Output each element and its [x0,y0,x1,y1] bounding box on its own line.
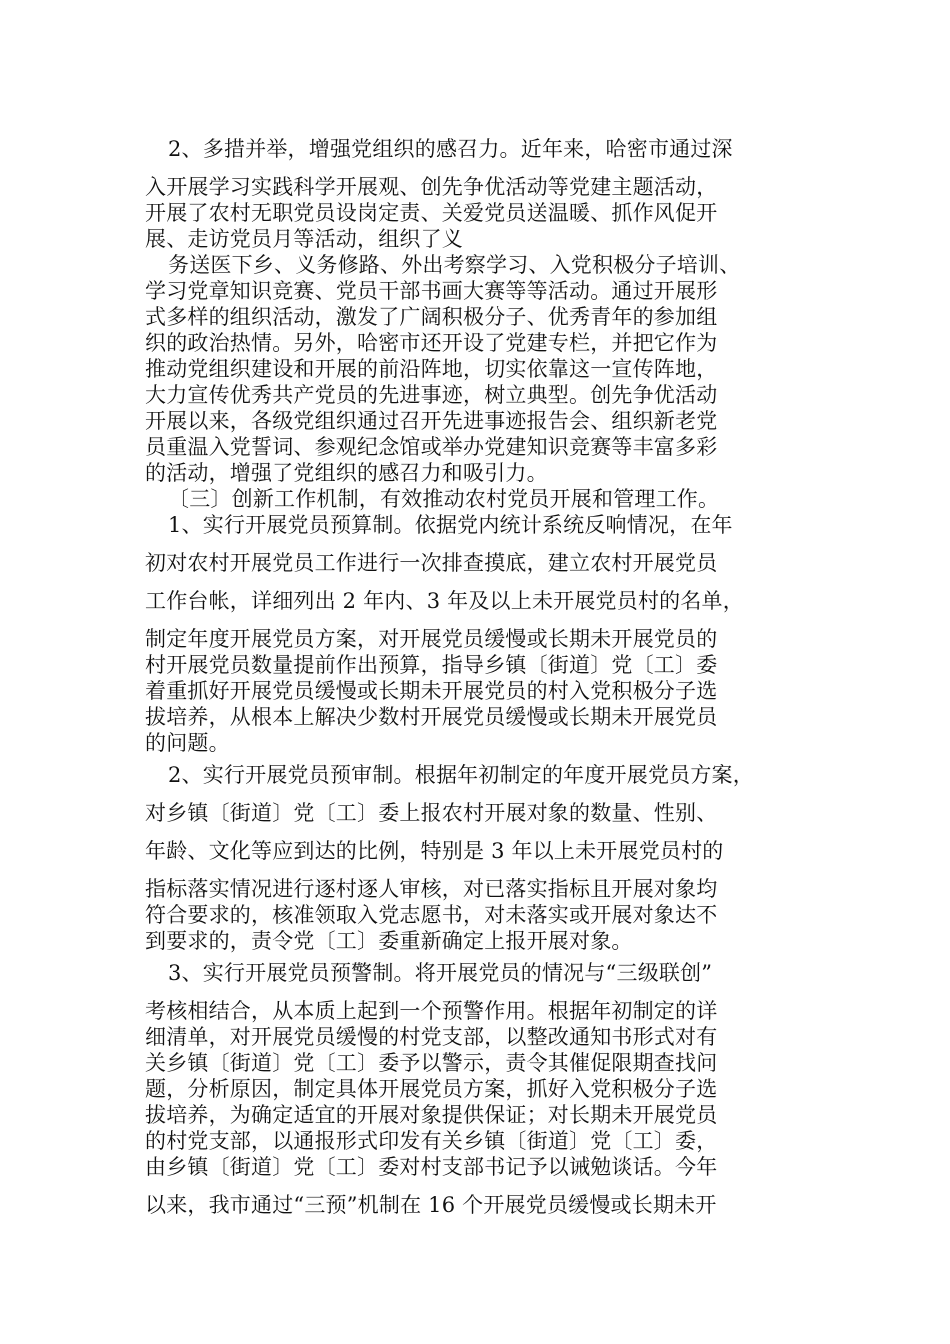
paragraph-line: 符合要求的，核准领取入党志愿书，对未落实或开展对象达不 [145,903,718,927]
paragraph-line: 细清单，对开展党员缓慢的村党支部，以整改通知书形式对有 [145,1025,718,1049]
paragraph-line: 员重温入党誓词、参观纪念馆或举办党建知识竞赛等丰富多彩 [145,435,718,459]
paragraph-line: 对乡镇〔街道〕党〔工〕委上报农村开展对象的数量、性别、 [145,801,718,825]
paragraph-line: 开展了农村无职党员设岗定责、关爱党员送温暖、抓作风促开 [145,201,718,225]
paragraph-line: 织的政治热情。另外，哈密市还开设了党建专栏，并把它作为 [145,331,718,355]
paragraph-line: 初对农村开展党员工作进行一次排查摸底，建立农村开展党员 [145,551,718,575]
paragraph-line: 题，分析原因，制定具体开展党员方案，抓好入党积极分子选 [145,1077,718,1101]
paragraph-line: 式多样的组织活动，激发了广阔积极分子、优秀青年的参加组 [145,305,718,329]
paragraph-line: 考核相结合，从本质上起到一个预警作用。根据年初制定的详 [145,999,718,1023]
paragraph-line: 开展以来，各级党组织通过召开先进事迹报告会、组织新老党 [145,409,718,433]
paragraph-line: 到要求的，责令党〔工〕委重新确定上报开展对象。 [145,929,633,953]
paragraph-line: 关乡镇〔街道〕党〔工〕委予以警示，责令其催促限期查找问 [145,1051,718,1075]
paragraph-line: 学习党章知识竞赛、党员干部书画大赛等等活动。通过开展形 [145,279,718,303]
paragraph-line: 拔培养，为确定适宜的开展对象提供保证；对长期未开展党员 [145,1103,718,1127]
paragraph-line: 拔培养，从根本上解决少数村开展党员缓慢或长期未开展党员 [145,705,718,729]
paragraph-line: 推动党组织建设和开展的前沿阵地，切实依靠这一宣传阵地， [145,357,718,381]
paragraph-line: 制定年度开展党员方案，对开展党员缓慢或长期未开展党员的 [145,627,718,651]
paragraph-line: 2、多措并举，增强党组织的感召力。近年来，哈密市通过深 [168,137,733,161]
paragraph-line: 的村党支部，以通报形式印发有关乡镇〔街道〕党〔工〕委， [145,1129,718,1153]
paragraph-line: 展、走访党员月等活动，组织了义 [145,227,463,251]
paragraph-line: 的问题。 [145,731,230,755]
paragraph-line: 大力宣传优秀共产党员的先进事迹，树立典型。创先争优活动 [145,383,718,407]
section-heading: 〔三〕创新工作机制，有效推动农村党员开展和管理工作。 [168,487,720,511]
paragraph-line: 务送医下乡、义务修路、外出考察学习、入党积极分子培训、 [168,253,741,277]
paragraph-line: 2、实行开展党员预审制。根据年初制定的年度开展党员方案， [168,763,754,787]
paragraph-line: 的活动，增强了党组织的感召力和吸引力。 [145,461,548,485]
paragraph-line: 年龄、文化等应到达的比例，特别是 3 年以上未开展党员村的 [145,839,724,863]
paragraph-line: 以来，我市通过“三预”机制在 16 个开展党员缓慢或长期未开 [145,1193,717,1217]
paragraph-line: 3、实行开展党员预警制。将开展党员的情况与“三级联创” [168,961,713,985]
paragraph-line: 由乡镇〔街道〕党〔工〕委对村支部书记予以诫勉谈话。今年 [145,1155,718,1179]
paragraph-line: 指标落实情况进行逐村逐人审核，对已落实指标且开展对象均 [145,877,718,901]
paragraph-line: 着重抓好开展党员缓慢或长期未开展党员的村入党积极分子选 [145,679,718,703]
paragraph-line: 1、实行开展党员预算制。依据党内统计系统反响情况，在年 [168,513,733,537]
paragraph-line: 村开展党员数量提前作出预算，指导乡镇〔街道〕党〔工〕委 [145,653,718,677]
paragraph-line: 工作台帐，详细列出 2 年内、3 年及以上未开展党员村的名单， [145,589,744,613]
paragraph-line: 入开展学习实践科学开展观、创先争优活动等党建主题活动， [145,175,718,199]
